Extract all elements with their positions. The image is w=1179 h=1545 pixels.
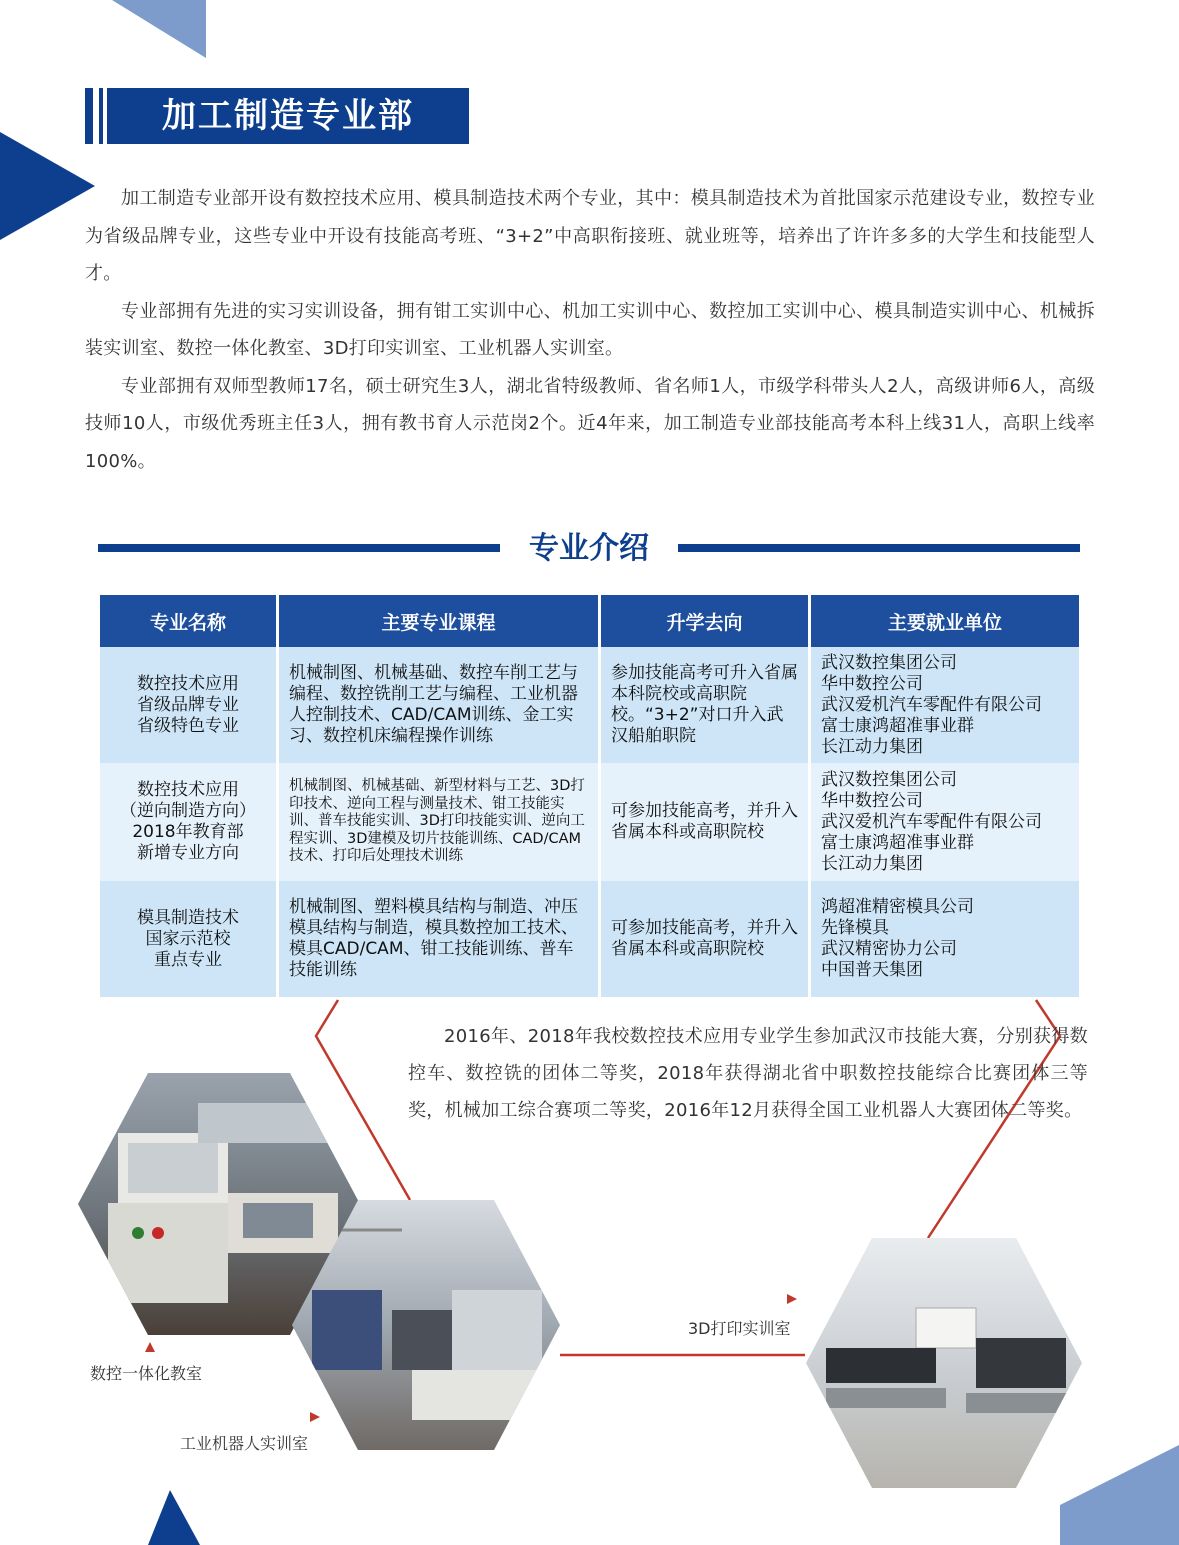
title-accent-bar <box>85 88 93 144</box>
page-title: 加工制造专业部 <box>107 88 469 144</box>
majors-table <box>97 595 1082 997</box>
employers-cell: 鸿超准精密模具公司 先锋模具 武汉精密协力公司 中国普天集团 <box>811 881 1079 997</box>
employers-cell: 武汉数控集团公司 华中数控公司 武汉爱机汽车零配件有限公司 富士康鸿超准事业群 长江动力集团 <box>811 763 1079 881</box>
major-name-cell: 数控技术应用 省级品牌专业 省级特色专业 <box>100 647 276 763</box>
section-title-block <box>85 88 469 144</box>
intro-paragraph: 专业部拥有双师型教师17名，硕士研究生3人，湖北省特级教师、省名师1人，市级学科带头人2人，高级讲师6人，高级技师10人，市级优秀班主任3人，拥有教书育人示范岗2个。近4年来，加工制造专业部技能高考本科上线31人，高职上线率100%。 <box>85 375 1095 472</box>
intro-paragraph: 专业部拥有先进的实习实训设备，拥有钳工实训中心、机加工实训中心、数控加工实训中心、模具制造实训中心、机械拆装实训室、数控一体化教室、3D打印实训室、工业机器人实训室。 <box>85 300 1095 359</box>
further-study-cell: 可参加技能高考，并升入省属本科或高职院校 <box>601 763 808 881</box>
intro-paragraph: 加工制造专业部开设有数控技术应用、模具制造技术两个专业，其中：模具制造技术为首批国家示范建设专业，数控专业为省级品牌专业，这些专业中开设有技能高考班、“3+2”中高职衔接班、就业班等，培养出了许许多多的大学生和技能型人才。 <box>85 188 1095 284</box>
caption-arrow-icon <box>145 1342 155 1352</box>
robot-lab-photo <box>292 1200 560 1450</box>
courses-cell: 机械制图、塑料模具结构与制造、冲压模具结构与制造，模具数控加工技术、模具CAD/CAM、钳工技能训练、普车技能训练 <box>279 881 598 997</box>
caption-3d-printing-lab: 3D打印实训室 <box>688 1319 791 1338</box>
majors-heading <box>98 528 1080 570</box>
table-row <box>100 647 1079 763</box>
left-triangle-decoration <box>0 132 95 240</box>
employers-cell: 武汉数控集团公司 华中数控公司 武汉爱机汽车零配件有限公司 富士康鸿超准事业群 长江动力集团 <box>811 647 1079 763</box>
major-name-cell: 模具制造技术 国家示范校 重点专业 <box>100 881 276 997</box>
table-row <box>100 763 1079 881</box>
column-header: 主要专业课程 <box>279 595 598 647</box>
table-row <box>100 881 1079 997</box>
caption-cnc-classroom: 数控一体化教室 <box>90 1364 203 1383</box>
courses-cell: 机械制图、机械基础、数控车削工艺与编程、数控铣削工艺与编程、工业机器人控制技术、CAD/CAM训练、金工实习、数控机床编程操作训练 <box>279 647 598 763</box>
awards-text <box>408 1018 1088 1129</box>
major-name-cell: 数控技术应用 （逆向制造方向） 2018年教育部 新增专业方向 <box>100 763 276 881</box>
top-triangle-decoration <box>112 0 206 58</box>
column-header: 主要就业单位 <box>811 595 1079 647</box>
caption-arrow-icon <box>787 1294 797 1304</box>
title-accent-bar <box>99 88 103 144</box>
3d-printing-lab-photo <box>806 1238 1082 1488</box>
column-header: 升学去向 <box>601 595 808 647</box>
courses-cell: 机械制图、机械基础、新型材料与工艺、3D打印技术、逆向工程与测量技术、钳工技能实训、普车技能实训、3D打印技能实训、逆向工程实训、3D建模及切片技能训练、CAD/CAM技术、打印后处理技术训练 <box>279 763 598 881</box>
bottom-left-triangle-decoration <box>148 1490 200 1545</box>
table-header-row <box>100 595 1079 647</box>
further-study-cell: 可参加技能高考，并升入省属本科或高职院校 <box>601 881 808 997</box>
majors-heading-text: 专业介绍 <box>529 531 649 566</box>
column-header: 专业名称 <box>100 595 276 647</box>
caption-robot-lab: 工业机器人实训室 <box>180 1434 309 1453</box>
further-study-cell: 参加技能高考可升入省属本科院校或高职院校。“3+2”对口升入武汉船舶职院 <box>601 647 808 763</box>
awards-paragraph: 2016年、2018年我校数控技术应用专业学生参加武汉市技能大赛，分别获得数控车、数控铣的团体二等奖，2018年获得湖北省中职数控技能综合比赛团体三等奖，机械加工综合赛项二等奖，2016年12月获得全国工业机器人大赛团体二等奖。 <box>408 1026 1088 1121</box>
intro-text <box>85 180 1095 480</box>
